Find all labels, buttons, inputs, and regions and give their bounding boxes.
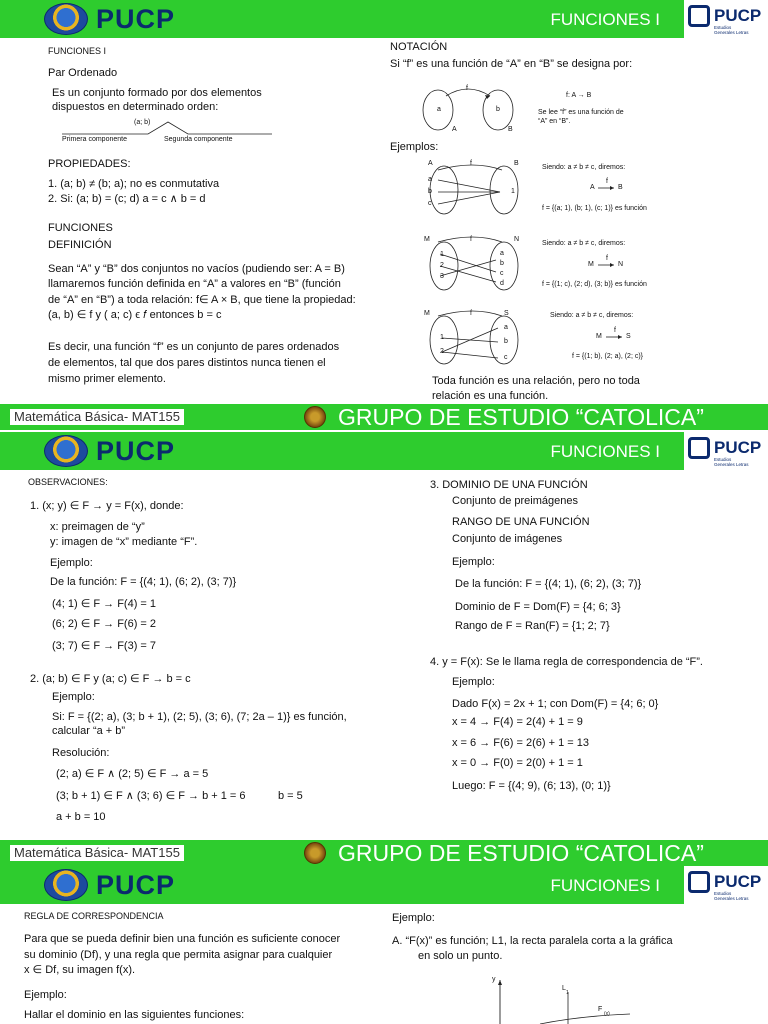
notation-diagram	[418, 82, 538, 136]
text-line: Resolución:	[52, 747, 110, 759]
group-banner	[0, 840, 768, 866]
text-line: Si “f” es una función de “A” en “B” se designa por:	[390, 58, 633, 70]
text-line: llamaremos función definida en “A” a valores en “B” (función	[48, 278, 341, 290]
function-label: f	[470, 236, 472, 243]
example-text: N	[618, 261, 624, 268]
pucp-corner-logo	[688, 2, 766, 40]
pucp-header-logo	[44, 3, 175, 35]
text-line: Ejemplo:	[452, 676, 495, 688]
text-line: a + b = 10	[56, 811, 106, 823]
pucp-square-icon	[688, 5, 710, 27]
text-line: Ejemplo:	[452, 556, 495, 568]
arrow-label: f	[606, 255, 608, 262]
set-label: M	[424, 310, 430, 317]
set-element: a	[500, 250, 504, 257]
text-line: Conjunto de preimágenes	[452, 495, 578, 507]
section-title: RANGO DE UNA FUNCIÓN	[452, 516, 590, 528]
example-text: Siendo: a ≠ b ≠ c, diremos:	[542, 240, 626, 247]
text-line: Ejemplo:	[24, 989, 67, 1001]
text-line: FUNCIONES	[48, 222, 113, 234]
set-element: 1	[511, 188, 515, 195]
example-text: S	[626, 333, 631, 340]
set-label: B	[514, 160, 519, 167]
section-title: NOTACIÓN	[390, 41, 448, 53]
pucp-seal-icon	[44, 869, 88, 901]
corner-logo-text: PUCP	[714, 438, 762, 457]
set-element: d	[500, 280, 504, 287]
example-text: B	[618, 184, 623, 191]
function-label: f	[470, 310, 472, 317]
text-line: y: imagen de “x” mediante “F”.	[50, 536, 198, 548]
pucp-logo-text: PUCP	[96, 869, 176, 900]
arrow-icon	[598, 261, 618, 269]
pucp-square-icon	[688, 437, 710, 459]
corner-logo-sub	[714, 26, 749, 36]
page-title: FUNCIONES I	[550, 10, 660, 29]
pucp-seal-icon	[44, 3, 88, 35]
text-line: calcular “a + b”	[52, 725, 126, 737]
text-line: Ejemplo:	[50, 557, 93, 569]
pucp-square-icon	[688, 871, 710, 893]
set-label: A	[452, 126, 457, 133]
section-title: REGLA DE CORRESPONDENCIA	[24, 911, 164, 921]
example-text: M	[596, 333, 602, 340]
example1-diagram	[424, 158, 524, 222]
text-line: x = 6 → F(6) = 2(6) + 1 = 13	[452, 737, 589, 749]
set-element: c	[504, 354, 508, 361]
text-line: Luego: F = {(4; 9), (6; 13), (0; 1)}	[452, 780, 611, 792]
set-element: 2	[440, 262, 444, 269]
text-line: en solo un punto.	[418, 950, 503, 962]
text-line: Dado F(x) = 2x + 1; con Dom(F) = {4; 6; 0}	[452, 698, 659, 710]
text-line: Ejemplo:	[52, 691, 95, 703]
text-line: x = 0 → F(0) = 2(0) + 1 = 1	[452, 757, 583, 769]
set-element: c	[428, 200, 432, 207]
text-line: Dominio de F = Dom(F) = {4; 6; 3}	[455, 601, 621, 613]
text-line: de elementos, tal que dos pares distintos nunca tienen el	[48, 357, 326, 369]
page2-header	[0, 432, 684, 470]
text-line: A. “F(x)” es función; L1, la recta paralela corta a la gráfica	[392, 935, 673, 947]
section-title: 3. DOMINIO DE UNA FUNCIÓN	[430, 479, 588, 491]
curve-label-sub: (x)	[604, 1011, 610, 1017]
function-graph	[480, 976, 640, 1024]
section-title: FUNCIONES I	[48, 46, 107, 56]
text-line: (4; 1) ∈ F → F(4) = 1	[52, 598, 157, 610]
line-label: L	[562, 985, 566, 992]
set-element: a	[428, 176, 432, 183]
set-element: 2	[440, 348, 444, 355]
text-line: de “A” en “B”) a toda relación: f∈ A × B, que tiene la propiedad:	[48, 294, 356, 306]
text-line: PROPIEDADES:	[48, 158, 131, 170]
set-label: M	[424, 236, 430, 243]
page-title: FUNCIONES I	[550, 876, 660, 895]
notation-note: f: A → B	[566, 92, 592, 99]
pucp-logo-text: PUCP	[96, 3, 176, 34]
pucp-header-logo	[44, 435, 175, 467]
text-line: Es decir, una función “f” es un conjunto de pares ordenados	[48, 341, 340, 353]
example3-diagram	[424, 308, 524, 372]
text-line: (6; 2) ∈ F → F(6) = 2	[52, 618, 157, 630]
set-element: a	[504, 324, 508, 331]
example-text: f = {(1; b), (2; a), (2; c)}	[572, 353, 643, 360]
set-element: b	[496, 106, 500, 113]
text-line: Para que se pueda definir bien una función es suficiente conocer	[24, 933, 341, 945]
set-element: c	[500, 270, 504, 277]
function-label: f	[466, 85, 468, 92]
corner-sub1: Estudios	[714, 25, 732, 30]
text-line: (2; a) ∈ F ∧ (2; 5) ∈ F → a = 5	[56, 768, 209, 780]
pair-center-label: (a; b)	[134, 119, 151, 126]
text-line: x = 4 → F(4) = 2(4) + 1 = 9	[452, 716, 583, 728]
example2-diagram	[424, 234, 524, 298]
text-line: b = 5	[278, 790, 303, 802]
text-line: Toda función es una relación, pero no toda	[432, 375, 640, 387]
example-text: f = {(a; 1), (b; 1), (c; 1)} es función	[542, 205, 647, 212]
corner-sub2: Generales Letras	[714, 29, 749, 35]
group-title: GRUPO DE ESTUDIO “CATOLICA”	[338, 404, 704, 430]
text-line: De la función: F = {(4; 1), (6; 2), (3; 7)}	[50, 576, 237, 588]
arrow-icon	[598, 184, 618, 192]
set-label: N	[514, 236, 520, 243]
course-label: Matemática Básica- MAT155	[10, 409, 184, 425]
arrow-label: f	[606, 178, 608, 185]
emblem-icon	[304, 406, 326, 428]
text-line: 2. (a; b) ∈ F y (a; c) ∈ F → b = c	[30, 673, 191, 685]
example-text: f = {(1; c), (2; d), (3; b)} es función	[542, 281, 647, 288]
page-title: FUNCIONES I	[550, 442, 660, 461]
text-line: De la función: F = {(4; 1), (6; 2), (3; 7)}	[455, 578, 642, 590]
set-element: 3	[440, 273, 444, 280]
set-element: 1	[440, 251, 444, 258]
text-line: Es un conjunto formado por dos elementos	[52, 87, 262, 99]
y-axis-label: y	[492, 976, 496, 983]
arrow-label: f	[614, 327, 616, 334]
arrow-icon	[606, 333, 626, 341]
text-line: (3; b + 1) ∈ F ∧ (3; 6) ∈ F → b + 1 = 6	[56, 790, 246, 802]
text-line: relación es una función.	[432, 390, 549, 402]
text-line: su dominio (Df), y una regla que permita asignar para cualquier	[24, 949, 333, 961]
notation-note: “A” en “B”.	[538, 118, 571, 125]
page1-header	[0, 0, 684, 38]
text-line: x: preimagen de “y”	[50, 521, 145, 533]
set-label: A	[428, 160, 433, 167]
text-line: mismo primer elemento.	[48, 373, 166, 385]
text-line: dispuestos en determinado orden:	[52, 101, 219, 113]
pair-left-label: Primera componente	[62, 136, 127, 143]
text-line: 1. (x; y) ∈ F → y = F(x), donde:	[30, 500, 184, 512]
pucp-seal-icon	[44, 435, 88, 467]
example-text: Siendo: a ≠ b ≠ c, diremos:	[542, 164, 626, 171]
text-line: DEFINICIÓN	[48, 239, 112, 251]
text-line: Ejemplo:	[392, 912, 435, 924]
text-line: 4. y = F(x): Se le llama regla de correspondencia de “F”.	[430, 656, 703, 668]
text-line: Si: F = {(2; a), (3; b + 1), (2; 5), (3; 6), (7; 2a – 1)} es función,	[52, 711, 347, 723]
corner-logo-sub	[714, 892, 749, 902]
group-title: GRUPO DE ESTUDIO “CATOLICA”	[338, 840, 704, 866]
text-line: Rango de F = Ran(F) = {1; 2; 7}	[455, 620, 610, 632]
pair-right-label: Segunda componente	[164, 136, 233, 143]
curve-label: F	[598, 1006, 603, 1013]
text-line: x ∈ Df, su imagen f(x).	[24, 964, 136, 976]
pucp-header-logo	[44, 869, 175, 901]
text-line: Conjunto de imágenes	[452, 533, 563, 545]
pucp-corner-logo	[688, 434, 766, 472]
corner-logo-sub	[714, 458, 749, 468]
corner-sub2: Generales Letras	[714, 461, 749, 467]
text-line: Sean “A” y “B” dos conjuntos no vacíos (pudiendo ser: A = B)	[48, 263, 345, 275]
corner-sub2: Generales Letras	[714, 895, 749, 901]
section-title: OBSERVACIONES:	[28, 477, 108, 487]
example-text: M	[588, 261, 594, 268]
set-label: S	[504, 310, 509, 317]
set-element: a	[437, 106, 441, 113]
section-title: Ejemplos:	[390, 141, 439, 153]
set-element: b	[504, 338, 508, 345]
corner-sub1: Estudios	[714, 457, 732, 462]
text-line: Par Ordenado	[48, 67, 118, 79]
set-element: b	[500, 260, 504, 267]
course-label: Matemática Básica- MAT155	[10, 845, 184, 861]
set-element: b	[428, 188, 432, 195]
pucp-corner-logo	[688, 868, 766, 906]
corner-sub1: Estudios	[714, 891, 732, 896]
example-text: A	[590, 184, 595, 191]
set-label: B	[508, 126, 513, 133]
set-element: 1	[440, 334, 444, 341]
text-line: 1. (a; b) ≠ (b; a); no es conmutativa	[48, 178, 220, 190]
example-text: Siendo: a ≠ b ≠ c, diremos:	[550, 312, 634, 319]
function-label: f	[470, 160, 472, 167]
corner-logo-text: PUCP	[714, 6, 762, 25]
text-line: (a, b) ∈ f y ( a; c) ϵ 𝑓 entonces b = c	[48, 309, 222, 321]
corner-logo-text: PUCP	[714, 872, 762, 891]
text-line: (3; 7) ∈ F → F(3) = 7	[52, 640, 157, 652]
group-banner	[0, 404, 768, 430]
pucp-logo-text: PUCP	[96, 435, 176, 466]
emblem-icon	[304, 842, 326, 864]
line-label-sub: 1	[566, 990, 569, 996]
page3-header	[0, 866, 684, 904]
text-line: 2. Si: (a; b) = (c; d) a = c ∧ b = d	[48, 193, 206, 205]
text-line: Hallar el dominio en las siguientes funciones:	[24, 1009, 245, 1021]
notation-note: Se lee “f” es una función de	[538, 109, 624, 116]
